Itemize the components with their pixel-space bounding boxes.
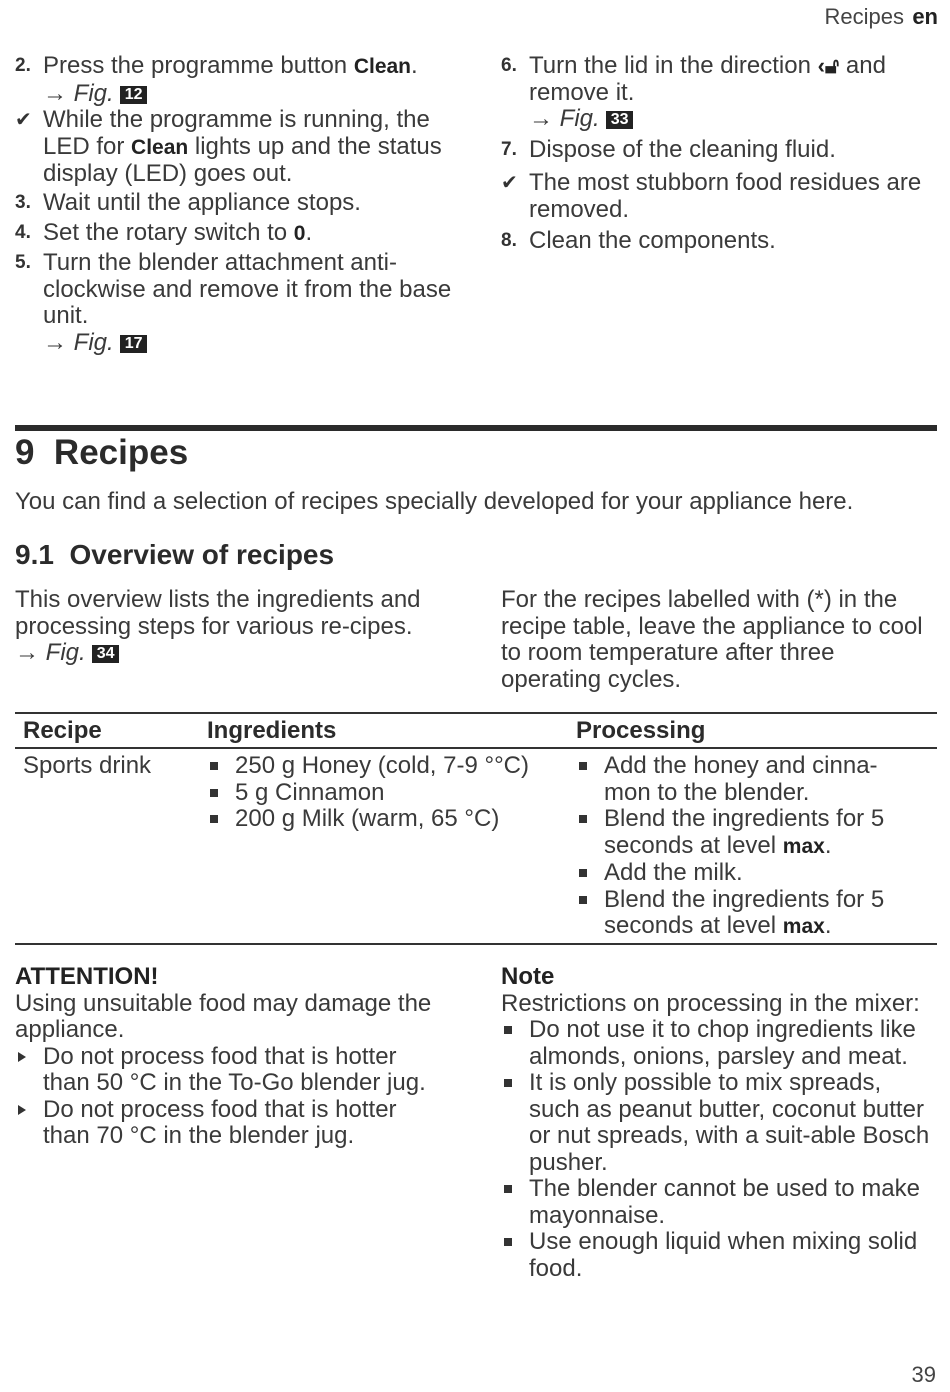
note-block	[501, 964, 931, 1282]
result-text: The most stubborn food residues are removed.	[529, 169, 922, 223]
checkmark-icon: ✔	[15, 109, 32, 131]
chapter-title	[15, 433, 188, 473]
list-item: Add the honey and cinna-mon to the blender.	[576, 753, 896, 806]
figure-reference[interactable]: → Fig. 33	[529, 105, 633, 132]
step-text: Press the programme button	[43, 52, 354, 79]
list-item: Do not process food that is hotter than 50 °C in the To-Go blender jug.	[15, 1044, 445, 1097]
note-title: Note	[501, 963, 555, 990]
step-number: 2.	[15, 55, 31, 76]
note-text: Restrictions on processing in the mixer:	[501, 989, 920, 1017]
step-number: 4.	[15, 222, 31, 243]
figure-reference[interactable]: → Fig. 34	[15, 639, 119, 666]
step-number: 7.	[501, 139, 517, 160]
unlock-direction-icon: ‹🔓︎	[817, 53, 840, 78]
table-header-rule	[15, 747, 937, 749]
step-text: .	[305, 219, 313, 246]
overview-description: This overview lists the ingredients and processing steps for various re-cipes.	[15, 586, 421, 640]
note-list	[501, 1017, 931, 1282]
result-text: lights up and the status display (LED) goes out.	[43, 132, 442, 187]
figure-number-badge: 33	[606, 111, 634, 129]
step-text: and remove it.	[529, 52, 886, 106]
step-text: .	[411, 52, 418, 79]
step-result-2	[501, 170, 931, 223]
step-5	[15, 250, 455, 356]
step-number: 8.	[501, 230, 517, 251]
list-item: Blend the ingredients for 5 seconds at level max.	[576, 887, 896, 941]
running-header-section: Recipes	[824, 4, 904, 29]
attention-block	[15, 964, 445, 1150]
list-item: Add the milk.	[576, 860, 896, 887]
table-cell-ingredients	[207, 753, 537, 833]
column-header-ingredients: Ingredients	[207, 717, 337, 744]
chapter-intro: You can find a selection of recipes specially developed for your appliance here.	[15, 488, 854, 515]
attention-list	[15, 1044, 445, 1150]
page-number: 39	[911, 1362, 936, 1387]
ui-label-max: max	[782, 915, 825, 938]
step-number: 6.	[501, 55, 517, 76]
step-8	[501, 228, 931, 255]
attention-title: ATTENTION!	[15, 963, 159, 990]
list-item: Do not use it to chop ingredients like almonds, onions, parsley and meat.	[501, 1017, 931, 1070]
section-title-text: Overview of recipes	[69, 539, 335, 570]
list-item: 200 g Milk (warm, 65 °C)	[207, 806, 537, 833]
figure-number-badge: 34	[92, 645, 120, 663]
list-item: Use enough liquid when mixing solid food.	[501, 1229, 931, 1282]
table-top-rule	[15, 712, 937, 714]
result-text: While the programme is running, the LED for	[43, 106, 430, 160]
column-header-processing: Processing	[576, 717, 706, 744]
table-bottom-rule	[15, 943, 937, 945]
ui-label-zero: 0	[293, 222, 306, 245]
figure-number-badge: 17	[120, 335, 148, 353]
section-number: 9.1	[15, 539, 54, 570]
section-left-text	[15, 587, 440, 667]
list-item: 250 g Honey (cold, 7-9 °°C)	[207, 753, 537, 780]
step-7	[501, 137, 931, 164]
step-2	[15, 53, 455, 107]
list-item: Blend the ingredients for 5 seconds at level max.	[576, 806, 896, 860]
column-header-recipe: Recipe	[23, 717, 102, 744]
step-3	[15, 190, 455, 217]
step-text: Set the rotary switch to	[43, 219, 294, 246]
section-title	[15, 539, 334, 571]
step-number: 5.	[15, 252, 31, 273]
figure-number-badge: 12	[120, 86, 148, 104]
step-6	[501, 53, 931, 133]
list-item: It is only possible to mix spreads, such as peanut butter, coconut butter or nut spreads, with a suit-able Bosch pusher.	[501, 1070, 931, 1176]
step-text: Turn the lid in the direction	[529, 52, 818, 79]
step-result-1	[15, 107, 455, 188]
checkmark-icon: ✔	[501, 172, 518, 194]
figure-reference[interactable]: → Fig. 17	[43, 329, 147, 356]
step-number: 3.	[15, 192, 31, 213]
step-text: Clean the components.	[529, 227, 776, 254]
chapter-number: 9	[15, 433, 35, 472]
chapter-divider	[15, 425, 937, 431]
ui-label-max: max	[782, 834, 825, 858]
figure-reference[interactable]: → Fig. 12	[43, 80, 147, 107]
chapter-title-text: Recipes	[53, 433, 189, 472]
ui-label-clean: Clean	[131, 135, 189, 159]
table-cell-processing	[576, 753, 896, 941]
step-4	[15, 220, 455, 248]
list-item: 5 g Cinnamon	[207, 780, 537, 807]
running-header-language: en	[912, 4, 938, 29]
step-text: Dispose of the cleaning fluid.	[529, 136, 836, 163]
list-item: The blender cannot be used to make mayonnaise.	[501, 1176, 931, 1229]
table-cell-recipe: Sports drink	[23, 752, 152, 779]
step-text: Turn the blender attachment anti-clockwise and remove it from the base unit.	[43, 249, 452, 329]
ui-label-clean: Clean	[353, 55, 412, 78]
attention-text: Using unsuitable food may damage the appliance.	[15, 989, 432, 1043]
section-right-text: For the recipes labelled with (*) in the recipe table, leave the appliance to cool to room temperature after three operating cycles.	[501, 586, 923, 693]
step-text: Wait until the appliance stops.	[43, 189, 361, 216]
list-item: Do not process food that is hotter than 70 °C in the blender jug.	[15, 1097, 445, 1150]
